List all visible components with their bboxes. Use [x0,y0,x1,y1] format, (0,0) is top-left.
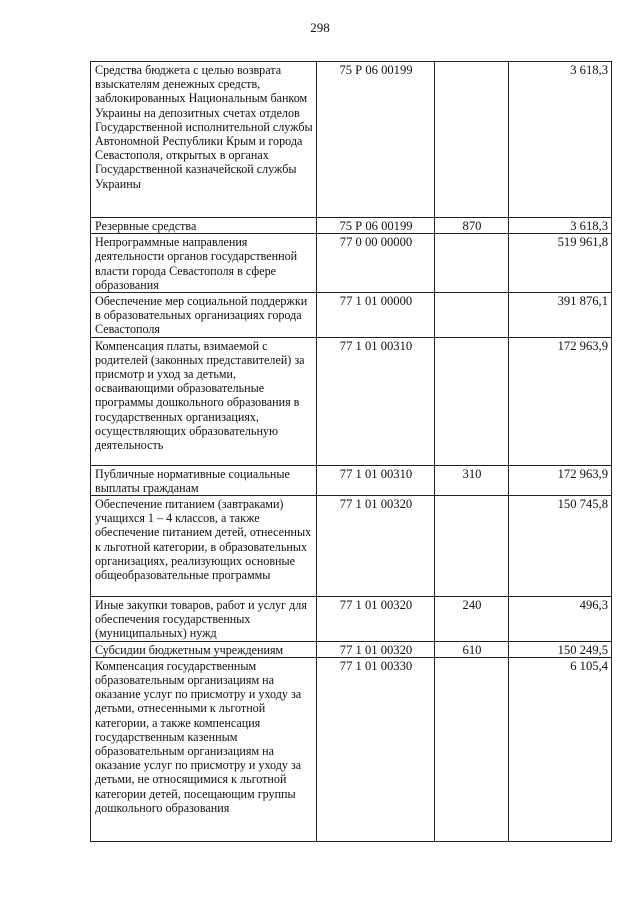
target-code-cell: 75 Р 06 00199 [317,62,435,218]
expense-type-cell: 870 [435,218,509,234]
table-row [91,465,612,495]
table-row [91,496,612,597]
row-name-cell: Компенсация государственным образовательным организациям на оказание услуг по присмотру и уходу за детьми, отнесенными к льготной категории, а также компенсация государственным казенным образовательным организациям на оказание услуг по присмотру и уходу за детьми, не относящимися к льготной категории детей, посещающим группы дошкольного образования [91,657,317,841]
expense-type-cell [435,234,509,293]
page-number: 298 [310,20,330,35]
row-name-cell: Иные закупки товаров, работ и услуг для обеспечения государственных (муниципальных) нужд [91,597,317,642]
target-code-cell: 77 1 01 00320 [317,641,435,657]
amount-cell: 3 618,3 [509,62,612,218]
amount-cell: 391 876,1 [509,293,612,338]
target-code-cell: 77 1 01 00000 [317,293,435,338]
table-row [91,641,612,657]
row-name-cell: Непрограммные направления деятельности органов государственной власти города Севастополя в сфере образования [91,234,317,293]
table-row [91,657,612,841]
expense-type-cell [435,62,509,218]
target-code-cell: 77 1 01 00310 [317,337,435,465]
row-name-cell: Резервные средства [91,218,317,234]
table-row [91,293,612,338]
table-row [91,597,612,642]
row-name-cell: Компенсация платы, взимаемой с родителей (законных представителей) за присмотр и уход за детьми, осваивающими образовательные программы дошкольного образования в государственных организациях, осуществляющих образовательную деятельность [91,337,317,465]
amount-cell: 6 105,4 [509,657,612,841]
row-name-cell: Субсидии бюджетным учреждениям [91,641,317,657]
amount-cell: 172 963,9 [509,337,612,465]
amount-cell: 519 961,8 [509,234,612,293]
expense-type-cell: 240 [435,597,509,642]
target-code-cell: 77 1 01 00330 [317,657,435,841]
table-row [91,62,612,218]
expense-type-cell [435,496,509,597]
target-code-cell: 77 1 01 00310 [317,465,435,495]
amount-cell: 172 963,9 [509,465,612,495]
budget-table-body [91,62,612,842]
table-row [91,218,612,234]
expense-type-cell: 310 [435,465,509,495]
amount-cell: 496,3 [509,597,612,642]
table-row [91,337,612,465]
table-row [91,234,612,293]
target-code-cell: 75 Р 06 00199 [317,218,435,234]
target-code-cell: 77 1 01 00320 [317,496,435,597]
row-name-cell: Обеспечение питанием (завтраками) учащихся 1 – 4 классов, а также обеспечение питанием детей, отнесенных к льготной категории, в образовательных организациях, реализующих основные общеобразовательные программы [91,496,317,597]
amount-cell: 150 745,8 [509,496,612,597]
target-code-cell: 77 0 00 00000 [317,234,435,293]
expense-type-cell [435,293,509,338]
expense-type-cell [435,657,509,841]
amount-cell: 3 618,3 [509,218,612,234]
amount-cell: 150 249,5 [509,641,612,657]
target-code-cell: 77 1 01 00320 [317,597,435,642]
row-name-cell: Обеспечение мер социальной поддержки в образовательных организациях города Севастополя [91,293,317,338]
row-name-cell: Средства бюджета с целью возврата взыскателям денежных средств, заблокированных Национальным банком Украины на депозитных счетах отделов Государственной исполнительной службы Автономной Республики Крым и города Севастополя, открытых в органах Государственной казначейской службы Украины [91,62,317,218]
row-name-cell: Публичные нормативные социальные выплаты гражданам [91,465,317,495]
expense-type-cell [435,337,509,465]
expense-type-cell: 610 [435,641,509,657]
budget-table [90,61,612,842]
